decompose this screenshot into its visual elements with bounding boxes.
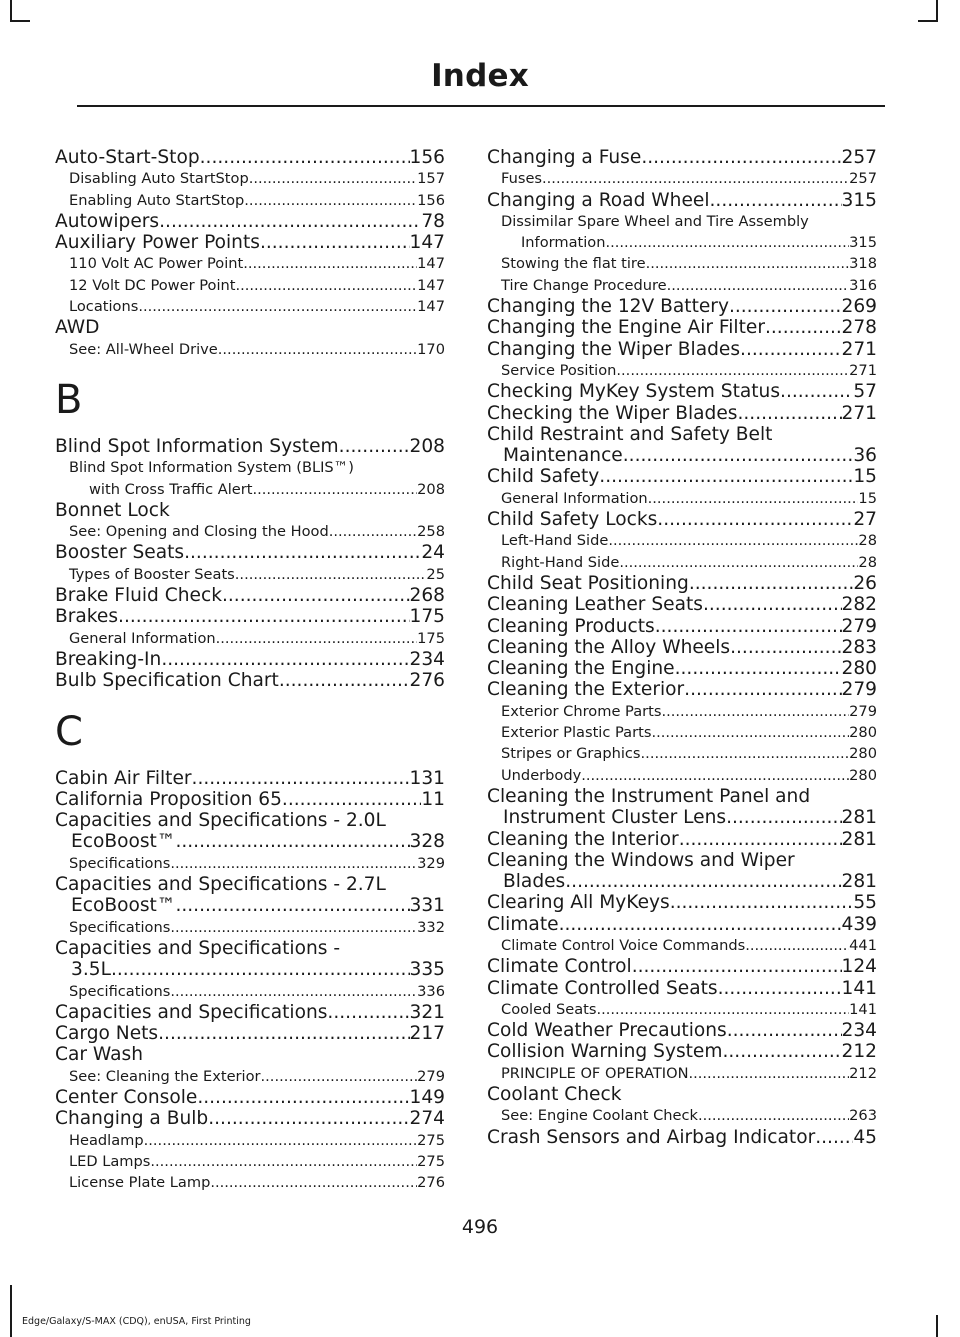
- index-subentry[interactable]: with Cross Traffic Alert ..... 208: [55, 479, 445, 500]
- index-entry[interactable]: Clearing All MyKeys ..... 55: [487, 892, 877, 913]
- page-number: 496: [461, 1216, 499, 1238]
- title-divider: [77, 105, 885, 107]
- index-entry[interactable]: Child Seat Positioning ..... 26: [487, 573, 877, 594]
- crop-mark: [936, 0, 938, 22]
- index-entry-heading: AWD: [55, 317, 100, 339]
- index-entry-heading: Cleaning the Instrument Panel and: [487, 785, 811, 807]
- index-subentry[interactable]: Specifications ..... 329: [55, 853, 445, 874]
- index-entry[interactable]: Cleaning the Engine ..... 280: [487, 658, 877, 679]
- index-entry-heading: Bonnet Lock: [55, 499, 170, 521]
- index-entry[interactable]: Changing the Wiper Blades ..... 271: [487, 339, 877, 360]
- crop-mark: [10, 1285, 12, 1337]
- index-subentry[interactable]: Left-Hand Side ..... 28: [487, 530, 877, 551]
- index-column-right: [487, 147, 877, 1148]
- index-entry[interactable]: Cabin Air Filter ..... 131: [55, 768, 445, 789]
- index-subentry[interactable]: Disabling Auto StartStop ..... 157: [55, 168, 445, 189]
- crop-mark: [10, 20, 30, 22]
- index-subentry[interactable]: See: All-Wheel Drive ..... 170: [55, 339, 445, 360]
- index-entry[interactable]: Child Safety ..... 15: [487, 466, 877, 487]
- index-entry[interactable]: Checking MyKey System Status ..... 57: [487, 381, 877, 402]
- index-entry-heading: Coolant Check: [487, 1084, 622, 1106]
- index-entry-heading: Capacities and Specifications - 2.0L: [55, 810, 386, 832]
- index-subentry[interactable]: 110 Volt AC Power Point ..... 147: [55, 253, 445, 274]
- index-subentry[interactable]: See: Cleaning the Exterior ..... 279: [55, 1066, 445, 1087]
- index-entry[interactable]: Brakes ..... 175: [55, 606, 445, 627]
- index-entry-heading: Capacities and Specifications - 2.7L: [55, 874, 386, 896]
- index-entry[interactable]: Cleaning Products ..... 279: [487, 616, 877, 637]
- index-entry[interactable]: Autowipers ..... 78: [55, 211, 445, 232]
- index-subentry[interactable]: License Plate Lamp ..... 276: [55, 1172, 445, 1193]
- crop-mark: [10, 0, 12, 22]
- index-column-left: [55, 147, 445, 1193]
- index-subentry-heading: Dissimilar Spare Wheel and Tire Assembly: [501, 212, 809, 230]
- index-entry[interactable]: EcoBoost™ ..... 331: [55, 895, 445, 916]
- index-entry[interactable]: Breaking-In ..... 234: [55, 649, 445, 670]
- index-entry[interactable]: 3.5L ..... 335: [55, 959, 445, 980]
- index-entry[interactable]: Checking the Wiper Blades ..... 271: [487, 403, 877, 424]
- index-entry[interactable]: Bulb Specification Chart ..... 276: [55, 670, 445, 691]
- index-subentry[interactable]: Exterior Chrome Parts ..... 279: [487, 701, 877, 722]
- index-subentry[interactable]: Tire Change Procedure ..... 316: [487, 275, 877, 296]
- section-letter-b: B: [55, 376, 83, 423]
- index-subentry[interactable]: Headlamp ..... 275: [55, 1130, 445, 1151]
- index-subentry-heading: Blind Spot Information System (BLIS™): [69, 459, 354, 477]
- index-entry[interactable]: Changing the 12V Battery ..... 269: [487, 296, 877, 317]
- index-subentry[interactable]: Enabling Auto StartStop ..... 156: [55, 190, 445, 211]
- crop-mark: [936, 1315, 938, 1337]
- index-subentry[interactable]: Specifications ..... 332: [55, 917, 445, 938]
- index-entry[interactable]: Auto-Start-Stop ..... 156: [55, 147, 445, 168]
- index-entry[interactable]: Child Safety Locks ..... 27: [487, 509, 877, 530]
- index-entry[interactable]: Cleaning the Interior ..... 281: [487, 829, 877, 850]
- index-entry[interactable]: Blades ..... 281: [487, 871, 877, 892]
- index-entry[interactable]: Cleaning the Alloy Wheels ..... 283: [487, 637, 877, 658]
- index-entry[interactable]: Center Console ..... 149: [55, 1087, 445, 1108]
- index-entry-heading: Car Wash: [55, 1044, 143, 1066]
- index-entry[interactable]: Cleaning Leather Seats ..... 282: [487, 594, 877, 615]
- index-entry[interactable]: Capacities and Specifications ..... 321: [55, 1002, 445, 1023]
- index-subentry[interactable]: 12 Volt DC Power Point ..... 147: [55, 275, 445, 296]
- index-entry-heading: Child Restraint and Safety Belt: [487, 423, 773, 445]
- index-entry[interactable]: Changing a Bulb ..... 274: [55, 1108, 445, 1129]
- index-entry[interactable]: California Proposition 65 ..... 11: [55, 789, 445, 810]
- index-entry[interactable]: Brake Fluid Check ..... 268: [55, 585, 445, 606]
- index-subentry[interactable]: General Information ..... 15: [487, 488, 877, 509]
- index-subentry[interactable]: See: Opening and Closing the Hood ..... 258: [55, 521, 445, 542]
- index-subentry[interactable]: Service Position ..... 271: [487, 360, 877, 381]
- index-subentry[interactable]: Right-Hand Side ..... 28: [487, 552, 877, 573]
- index-entry[interactable]: Cleaning the Exterior ..... 279: [487, 679, 877, 700]
- index-entry[interactable]: Changing a Road Wheel ..... 315: [487, 190, 877, 211]
- index-entry[interactable]: Instrument Cluster Lens ..... 281: [487, 807, 877, 828]
- index-subentry[interactable]: Climate Control Voice Commands ..... 441: [487, 935, 877, 956]
- footer-edition: Edge/Galaxy/S-MAX (CDQ), enUSA, First Printing: [22, 1316, 251, 1327]
- index-entry-heading: Cleaning the Windows and Wiper: [487, 849, 795, 871]
- index-subentry[interactable]: Information ..... 315: [487, 232, 877, 253]
- index-subentry[interactable]: Stripes or Graphics ..... 280: [487, 743, 877, 764]
- index-entry[interactable]: Climate ..... 439: [487, 914, 877, 935]
- index-entry[interactable]: Changing a Fuse ..... 257: [487, 147, 877, 168]
- index-entry[interactable]: Auxiliary Power Points ..... 147: [55, 232, 445, 253]
- index-entry[interactable]: Collision Warning System ..... 212: [487, 1041, 877, 1062]
- index-entry-heading: Capacities and Specifications -: [55, 937, 341, 959]
- index-subentry[interactable]: Exterior Plastic Parts ..... 280: [487, 722, 877, 743]
- crop-mark: [918, 20, 938, 22]
- index-subentry[interactable]: Stowing the flat tire ..... 318: [487, 253, 877, 274]
- index-subentry[interactable]: PRINCIPLE OF OPERATION ..... 212: [487, 1063, 877, 1084]
- index-subentry[interactable]: Specifications ..... 336: [55, 981, 445, 1002]
- index-entry[interactable]: Climate Control ..... 124: [487, 956, 877, 977]
- index-subentry[interactable]: Types of Booster Seats ..... 25: [55, 564, 445, 585]
- index-subentry[interactable]: Locations ..... 147: [55, 296, 445, 317]
- page-title: Index: [431, 58, 529, 94]
- index-entry[interactable]: Changing the Engine Air Filter ..... 278: [487, 317, 877, 338]
- section-letter-c: C: [55, 708, 83, 755]
- index-entry[interactable]: Cold Weather Precautions ..... 234: [487, 1020, 877, 1041]
- index-entry[interactable]: Booster Seats ..... 24: [55, 542, 445, 563]
- index-entry[interactable]: EcoBoost™ ..... 328: [55, 831, 445, 852]
- index-entry[interactable]: Cargo Nets ..... 217: [55, 1023, 445, 1044]
- index-subentry[interactable]: Cooled Seats ..... 141: [487, 999, 877, 1020]
- index-entry[interactable]: Blind Spot Information System ..... 208: [55, 436, 445, 457]
- index-subentry[interactable]: LED Lamps ..... 275: [55, 1151, 445, 1172]
- index-subentry[interactable]: Fuses ..... 257: [487, 168, 877, 189]
- index-entry[interactable]: Crash Sensors and Airbag Indicator ..... 45: [487, 1127, 877, 1148]
- index-subentry[interactable]: General Information ..... 175: [55, 628, 445, 649]
- index-subentry[interactable]: See: Engine Coolant Check ..... 263: [487, 1105, 877, 1126]
- index-entry[interactable]: Climate Controlled Seats ..... 141: [487, 978, 877, 999]
- index-entry[interactable]: Maintenance ..... 36: [487, 445, 877, 466]
- index-subentry[interactable]: Underbody ..... 280: [487, 765, 877, 786]
